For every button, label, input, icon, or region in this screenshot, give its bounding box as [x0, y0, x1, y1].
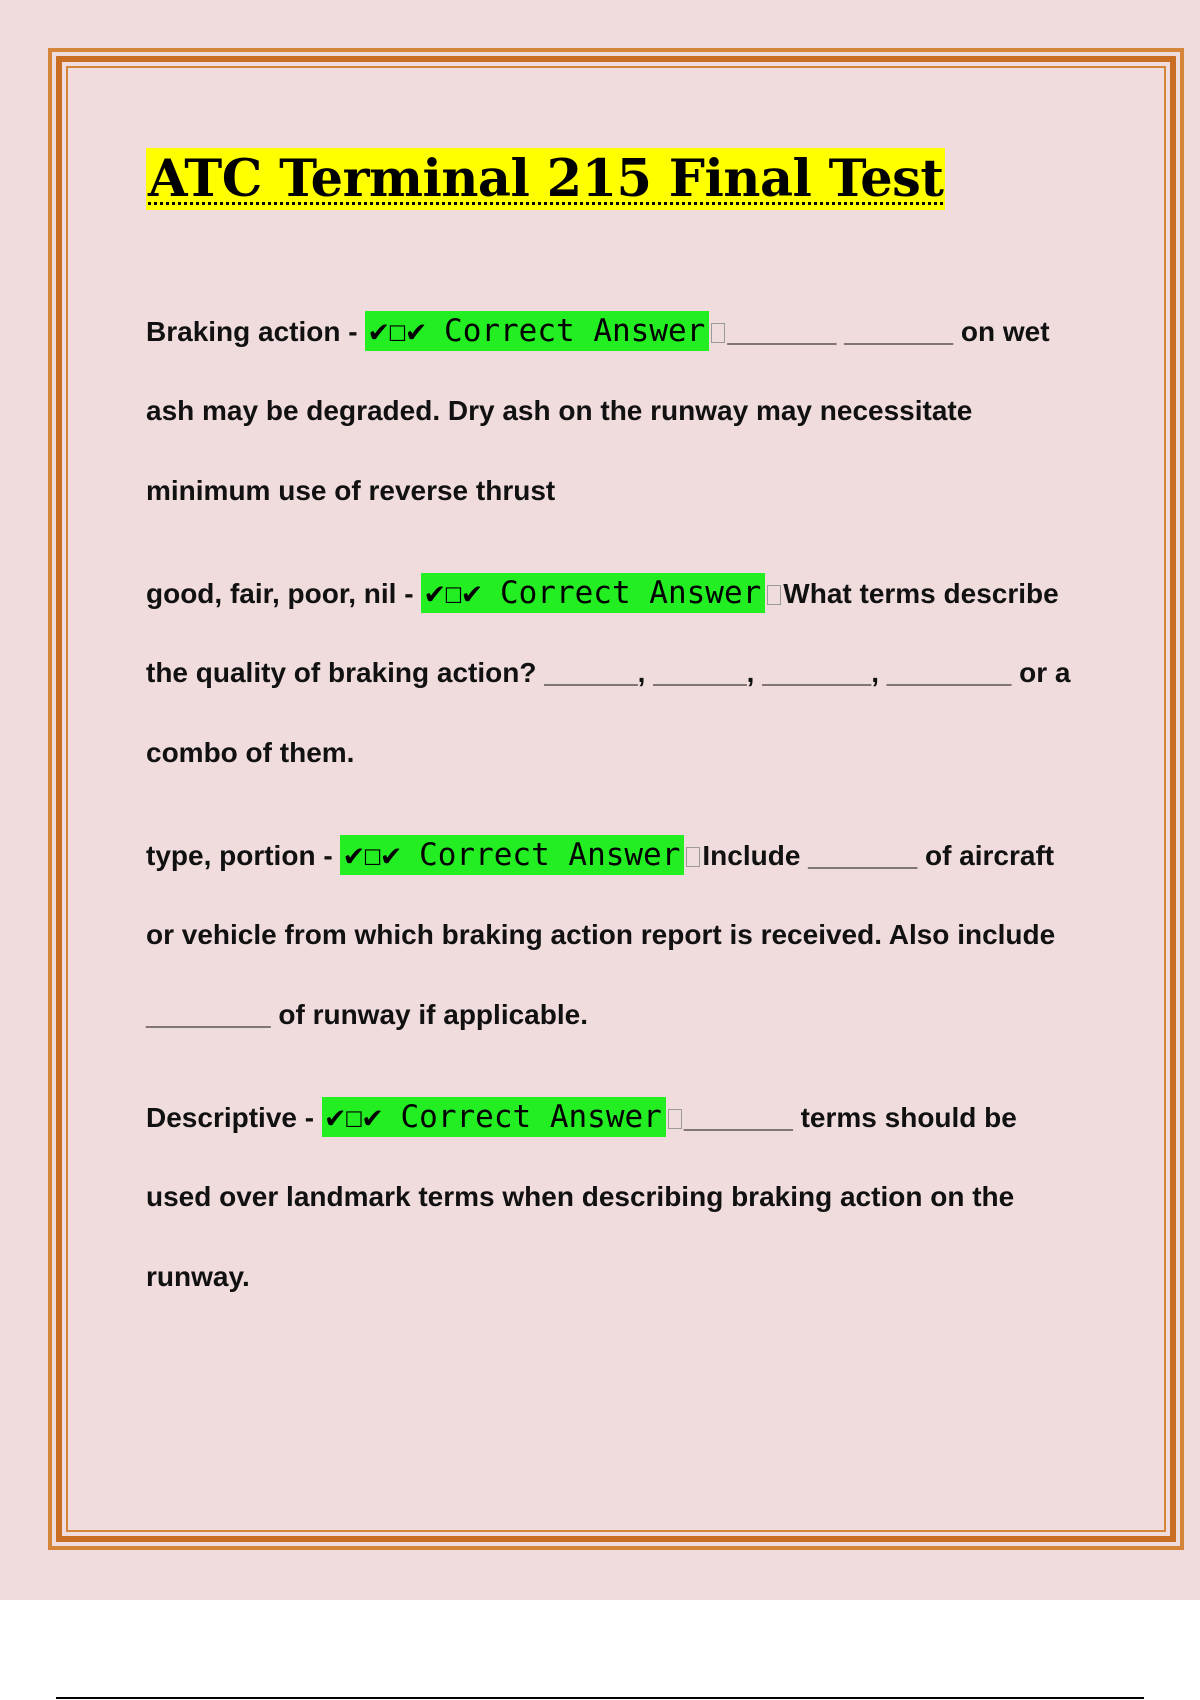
- question-line: combo of them.: [146, 737, 355, 768]
- question-block-4: [146, 1091, 1106, 1331]
- answer-text: Braking action -: [146, 316, 366, 347]
- question-text: _______ _______ on wet: [727, 316, 1050, 347]
- missing-glyph-icon: [668, 1109, 682, 1129]
- answer-text: Descriptive -: [146, 1102, 322, 1133]
- question-line: or vehicle from which braking action report is received. Also include: [146, 919, 1056, 950]
- question-line: [146, 1091, 1106, 1171]
- question-line: [146, 305, 1106, 385]
- question-line: [146, 567, 1106, 647]
- question-block-3: [146, 829, 1106, 1069]
- question-text: What terms describe: [783, 578, 1059, 609]
- missing-glyph-icon: [767, 585, 781, 605]
- answer-text: good, fair, poor, nil -: [146, 578, 422, 609]
- missing-glyph-icon: [686, 847, 700, 867]
- question-line: [146, 829, 1106, 909]
- correct-answer-marker: ✔☐✔ Correct Answer: [340, 835, 684, 875]
- correct-answer-marker: ✔☐✔ Correct Answer: [421, 573, 765, 613]
- correct-answer-marker: ✔☐✔ Correct Answer: [365, 311, 709, 351]
- answer-text: type, portion -: [146, 840, 341, 871]
- question-line: minimum use of reverse thrust: [146, 475, 556, 506]
- question-line: ________ of runway if applicable.: [146, 999, 588, 1030]
- footer-rule: [56, 1697, 1144, 1699]
- question-block-1: [146, 305, 1106, 545]
- document-title: ATC Terminal 215 Final Test: [148, 149, 944, 209]
- missing-glyph-icon: [711, 323, 725, 343]
- question-text: Include _______ of aircraft: [702, 840, 1055, 871]
- question-block-2: [146, 567, 1106, 807]
- question-line: used over landmark terms when describing braking action on the: [146, 1181, 1015, 1212]
- question-line: runway.: [146, 1261, 250, 1292]
- question-line: the quality of braking action? ______, ______, _______, ________ or a: [146, 657, 1071, 688]
- correct-answer-marker: ✔☐✔ Correct Answer: [322, 1097, 666, 1137]
- question-line: ash may be degraded. Dry ash on the runway may necessitate: [146, 395, 973, 426]
- question-text: _______ terms should be: [683, 1102, 1017, 1133]
